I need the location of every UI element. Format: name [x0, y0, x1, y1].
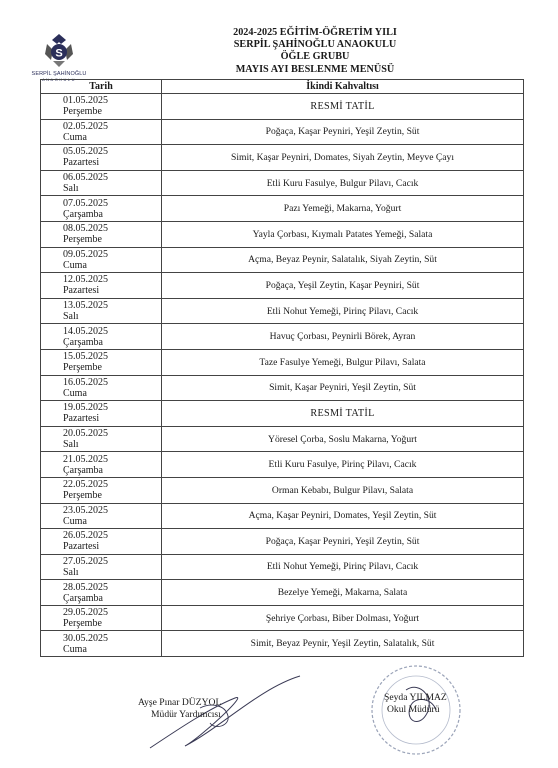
- menu-table: [40, 79, 524, 657]
- menu-cell: Yöresel Çorba, Soslu Makarna, Yoğurt: [162, 426, 524, 452]
- date-cell: [41, 529, 162, 555]
- table-header-row: [41, 80, 524, 94]
- table-row: [41, 554, 524, 580]
- date-value: 14.05.2025: [63, 325, 108, 337]
- date-cell: [41, 580, 162, 606]
- weekday-value: Pazartesi: [63, 541, 100, 553]
- date-value: 08.05.2025: [63, 223, 108, 235]
- date-value: 20.05.2025: [63, 428, 108, 440]
- date-value: 19.05.2025: [63, 402, 108, 414]
- table-row: [41, 145, 524, 171]
- menu-cell: Yayla Çorbası, Kıymalı Patates Yemeği, Salata: [162, 221, 524, 247]
- date-cell: [41, 119, 162, 145]
- table-row: [41, 503, 524, 529]
- table-row: [41, 452, 524, 478]
- weekday-value: Perşembe: [63, 234, 102, 246]
- header-year: 2024-2025 EĞİTİM-ÖĞRETİM YILI: [233, 27, 397, 38]
- date-cell: [41, 145, 162, 171]
- menu-cell: Havuç Çorbası, Peynirli Börek, Ayran: [162, 324, 524, 350]
- date-value: 26.05.2025: [63, 530, 108, 542]
- weekday-value: Pazartesi: [63, 413, 100, 425]
- table-row: [41, 529, 524, 555]
- date-cell: [41, 452, 162, 478]
- date-value: 21.05.2025: [63, 453, 108, 465]
- menu-cell: Poğaça, Kaşar Peyniri, Yeşil Zeytin, Süt: [162, 529, 524, 555]
- header-group: ÖĞLE GRUBU: [280, 51, 350, 63]
- menu-cell: Poğaça, Kaşar Peyniri, Yeşil Zeytin, Süt: [162, 119, 524, 145]
- date-value: 22.05.2025: [63, 479, 108, 491]
- date-value: 16.05.2025: [63, 376, 108, 388]
- svg-text:S: S: [55, 47, 63, 60]
- date-value: 13.05.2025: [63, 300, 108, 312]
- column-header-date: Tarih: [41, 80, 162, 94]
- signature-title-right: Okul Müdürü: [387, 704, 440, 715]
- menu-cell: Açma, Beyaz Peynir, Salatalık, Siyah Zeytin, Süt: [162, 247, 524, 273]
- table-row: [41, 247, 524, 273]
- weekday-value: Salı: [63, 311, 79, 323]
- date-cell: [41, 426, 162, 452]
- date-cell: [41, 605, 162, 631]
- weekday-value: Perşembe: [63, 106, 102, 118]
- signature-principal: [384, 692, 447, 716]
- header-menu-title: MAYIS AYI BESLENME MENÜSÜ: [235, 63, 395, 75]
- date-value: 28.05.2025: [63, 581, 108, 593]
- menu-cell: Pazı Yemeği, Makarna, Yoğurt: [162, 196, 524, 222]
- school-logo: [28, 30, 90, 82]
- date-value: 12.05.2025: [63, 274, 108, 286]
- date-cell: [41, 554, 162, 580]
- weekday-value: Cuma: [63, 131, 87, 143]
- table-row: [41, 170, 524, 196]
- date-cell: [41, 94, 162, 120]
- date-cell: [41, 349, 162, 375]
- date-value: 30.05.2025: [63, 632, 108, 644]
- weekday-value: Perşembe: [63, 618, 102, 630]
- date-value: 06.05.2025: [63, 172, 108, 184]
- holiday-cell: RESMİ TATİL: [162, 401, 524, 427]
- menu-cell: Etli Kuru Fasulye, Pirinç Pilavı, Cacık: [162, 452, 524, 478]
- menu-cell: Taze Fasulye Yemeği, Bulgur Pilavı, Salata: [162, 349, 524, 375]
- date-value: 15.05.2025: [63, 351, 108, 363]
- table-row: [41, 631, 524, 657]
- date-cell: [41, 196, 162, 222]
- logo-name: SERPİL ŞAHİNOĞLU: [31, 71, 87, 77]
- date-cell: [41, 298, 162, 324]
- date-value: 02.05.2025: [63, 120, 108, 132]
- date-value: 27.05.2025: [63, 555, 108, 567]
- table-row: [41, 375, 524, 401]
- menu-cell: Simit, Beyaz Peynir, Yeşil Zeytin, Salatalık, Süt: [162, 631, 524, 657]
- menu-cell: Simit, Kaşar Peyniri, Yeşil Zeytin, Süt: [162, 375, 524, 401]
- document-header: [150, 27, 480, 76]
- menu-cell: Bezelye Yemeği, Makarna, Salata: [162, 580, 524, 606]
- date-cell: [41, 170, 162, 196]
- table-row: [41, 349, 524, 375]
- signature-title-left: Müdür Yardımcısı: [151, 709, 221, 720]
- date-cell: [41, 631, 162, 657]
- table-row: [41, 94, 524, 120]
- weekday-value: Çarşamba: [63, 592, 103, 604]
- date-cell: [41, 247, 162, 273]
- table-row: [41, 324, 524, 350]
- weekday-value: Salı: [63, 566, 79, 578]
- weekday-value: Çarşamba: [63, 336, 103, 348]
- date-value: 09.05.2025: [63, 248, 108, 260]
- date-cell: [41, 477, 162, 503]
- date-value: 29.05.2025: [63, 607, 108, 619]
- table-row: [41, 401, 524, 427]
- weekday-value: Perşembe: [63, 490, 102, 502]
- date-value: 01.05.2025: [63, 95, 108, 107]
- weekday-value: Perşembe: [63, 362, 102, 374]
- table-row: [41, 605, 524, 631]
- menu-cell: Etli Kuru Fasulye, Bulgur Pilavı, Cacık: [162, 170, 524, 196]
- logo-subtitle: ANAOKULU: [41, 77, 76, 82]
- menu-cell: Etli Nohut Yemeği, Pirinç Pilavı, Cacık: [162, 298, 524, 324]
- weekday-value: Salı: [63, 183, 79, 195]
- weekday-value: Cuma: [63, 515, 87, 527]
- header-school: SERPİL ŞAHİNOĞLU ANAOKULU: [233, 39, 397, 51]
- logo-emblem-icon: [39, 30, 79, 70]
- table-row: [41, 426, 524, 452]
- menu-cell: Açma, Kaşar Peyniri, Domates, Yeşil Zeytin, Süt: [162, 503, 524, 529]
- menu-cell: Şehriye Çorbası, Biber Dolması, Yoğurt: [162, 605, 524, 631]
- date-cell: [41, 221, 162, 247]
- date-cell: [41, 375, 162, 401]
- weekday-value: Cuma: [63, 643, 87, 655]
- date-value: 23.05.2025: [63, 504, 108, 516]
- weekday-value: Çarşamba: [63, 208, 103, 220]
- date-cell: [41, 324, 162, 350]
- date-cell: [41, 273, 162, 299]
- holiday-cell: RESMİ TATİL: [162, 94, 524, 120]
- weekday-value: Salı: [63, 439, 79, 451]
- menu-cell: Orman Kebabı, Bulgur Pilavı, Salata: [162, 477, 524, 503]
- weekday-value: Pazartesi: [63, 285, 100, 297]
- signature-deputy-principal: [138, 697, 221, 721]
- table-row: [41, 221, 524, 247]
- column-header-menu: İkindi Kahvaltısı: [162, 80, 524, 94]
- menu-cell: Simit, Kaşar Peyniri, Domates, Siyah Zeytin, Meyve Çayı: [162, 145, 524, 171]
- menu-cell: Poğaça, Yeşil Zeytin, Kaşar Peyniri, Süt: [162, 273, 524, 299]
- weekday-value: Cuma: [63, 387, 87, 399]
- table-row: [41, 580, 524, 606]
- table-row: [41, 196, 524, 222]
- date-value: 07.05.2025: [63, 197, 108, 209]
- weekday-value: Çarşamba: [63, 464, 103, 476]
- signature-name-right: Şeyda YILMAZ: [384, 692, 447, 703]
- date-cell: [41, 401, 162, 427]
- date-value: 05.05.2025: [63, 146, 108, 158]
- table-row: [41, 119, 524, 145]
- menu-cell: Etli Nohut Yemeği, Pirinç Pilavı, Cacık: [162, 554, 524, 580]
- weekday-value: Cuma: [63, 259, 87, 271]
- weekday-value: Pazartesi: [63, 157, 100, 169]
- table-row: [41, 477, 524, 503]
- table-row: [41, 273, 524, 299]
- date-cell: [41, 503, 162, 529]
- table-row: [41, 298, 524, 324]
- signature-name-left: Ayşe Pınar DÜZYOL: [138, 697, 222, 708]
